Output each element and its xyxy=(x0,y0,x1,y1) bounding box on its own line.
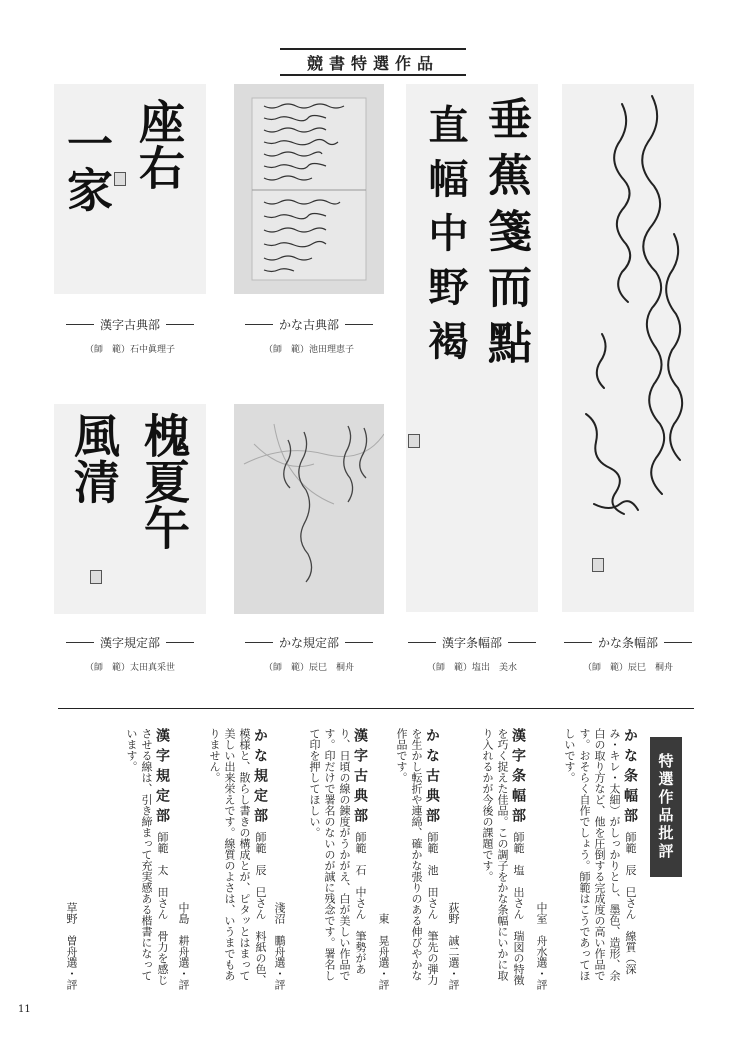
critique-body: 師範 池 田さん 筆先の弾力を生かし転折や連綿、確かな張りのある伸びやかな作品です。 xyxy=(395,728,439,986)
critique-category: かな規定部 xyxy=(252,728,268,828)
rule xyxy=(245,324,273,325)
teacher-name: （師 範）辰巳 桐舟 xyxy=(263,663,354,673)
calligraphy-column: 風清 xyxy=(67,412,121,504)
critique-category: 漢字条幅部 xyxy=(510,728,526,828)
critique-signer: 荻野 誠二選・評 xyxy=(447,902,460,990)
artwork-kanji-regulation xyxy=(54,404,206,614)
rule xyxy=(664,642,692,643)
kana-scroll-drawing xyxy=(562,84,694,612)
critique-category: 漢字規定部 xyxy=(154,728,170,828)
critique-signer: 中室 舟水選・評 xyxy=(535,902,548,990)
artwork-kana-scroll xyxy=(562,84,694,612)
category-label xyxy=(234,634,384,651)
calligraphy-column: 垂蕉箋而點 xyxy=(480,96,531,376)
category-label xyxy=(406,634,538,651)
seal-stamp xyxy=(408,434,420,448)
category-label xyxy=(54,316,206,333)
section-divider xyxy=(58,708,694,709)
rule xyxy=(564,642,592,643)
critique-category: 漢字古典部 xyxy=(352,728,368,828)
critique-entry xyxy=(176,728,268,990)
teacher-name: （師 範）辰巳 桐舟 xyxy=(582,663,673,673)
critique-body: 師範 太 田さん 骨力を感じさせる線は、引き締まって充実感ある楷書になっています。 xyxy=(125,728,169,986)
teacher-name: （師 範）石中眞理子 xyxy=(84,345,175,355)
page-title: 競書特選作品 xyxy=(280,48,466,76)
rule xyxy=(166,324,194,325)
teacher-name: （師 範）塩出 美水 xyxy=(426,663,517,673)
critique-category: かな条幅部 xyxy=(622,728,638,828)
critique-entry xyxy=(272,728,368,990)
critique-title: 特選作品批評 xyxy=(650,737,682,877)
artwork-kanji-scroll xyxy=(406,84,538,612)
kana-script-drawing xyxy=(234,84,384,294)
teacher-name: （師 範）太田真采世 xyxy=(84,663,175,673)
page-number: 11 xyxy=(18,1004,31,1015)
category-label-text: かな規定部 xyxy=(278,636,339,650)
artwork-kana-classic xyxy=(234,84,384,294)
kana-script-drawing xyxy=(234,404,384,614)
artwork-kana-regulation xyxy=(234,404,384,614)
rule xyxy=(345,324,373,325)
rule xyxy=(66,642,94,643)
critique-entry xyxy=(376,728,440,990)
seal-stamp xyxy=(114,172,126,186)
critique-body: 師範 石 中さん 筆勢があり、日頃の線の錬度がうかがえ、白が美しい作品です。印だけで署名のないのが誠に残念です。署名して印を押してほしい。 xyxy=(308,728,367,981)
rule xyxy=(408,642,436,643)
category-label xyxy=(562,634,694,651)
seal-stamp xyxy=(592,558,604,572)
rule xyxy=(245,642,273,643)
category-label-text: 漢字古典部 xyxy=(99,318,160,332)
critique-signer: 草野 曽舟選・評 xyxy=(65,902,78,990)
category-label xyxy=(234,316,384,333)
teacher-name: （師 範）池田理恵子 xyxy=(263,345,354,355)
critique-signer: 淺沼 鵬舟選・評 xyxy=(273,902,286,990)
critique-body: 師範 辰 巳さん 料紙の色、模様と、散らし書きの構成とが、ピタッとはまって美しい出来栄えです。線質のよさは、いうまでもありません。 xyxy=(208,728,267,986)
critique-signer: 東 晃舟選・評 xyxy=(377,913,390,990)
category-label-text: 漢字条幅部 xyxy=(441,636,502,650)
rule xyxy=(66,324,94,325)
calligraphy-column: 一家 xyxy=(60,120,114,212)
category-label-text: かな古典部 xyxy=(278,318,339,332)
critique-entry xyxy=(446,728,526,990)
rule xyxy=(508,642,536,643)
critique-body: 師範 塩 出さん 瑞図の特徴を巧く捉えた佳品。この調子をかな条幅にいかに取り入れるかが今後の課題です。 xyxy=(481,728,525,986)
artwork-kanji-classic xyxy=(54,84,206,294)
calligraphy-column: 直幅中野褐 xyxy=(422,104,469,374)
critique-body: 師範 辰 巳さん 線質（深み・キレ・太細）がしっかりとし、墨色、造形、余白の取り方など、他を圧倒する完成度の高い作品です。おそらく自作でしょう。師範はこうであってほしいです。 xyxy=(563,728,637,981)
calligraphy-column: 槐夏午 xyxy=(137,412,191,550)
category-label xyxy=(54,634,206,651)
category-label-text: かな条幅部 xyxy=(597,636,658,650)
critique-category: かな古典部 xyxy=(424,728,440,828)
category-label-text: 漢字規定部 xyxy=(99,636,160,650)
seal-stamp xyxy=(90,570,102,584)
rule xyxy=(345,642,373,643)
critique-signer: 中島 耕舟選・評 xyxy=(177,902,190,990)
calligraphy-column: 座右 xyxy=(132,98,186,190)
critique-entry xyxy=(534,728,638,990)
critique-entry xyxy=(64,728,170,990)
rule xyxy=(166,642,194,643)
